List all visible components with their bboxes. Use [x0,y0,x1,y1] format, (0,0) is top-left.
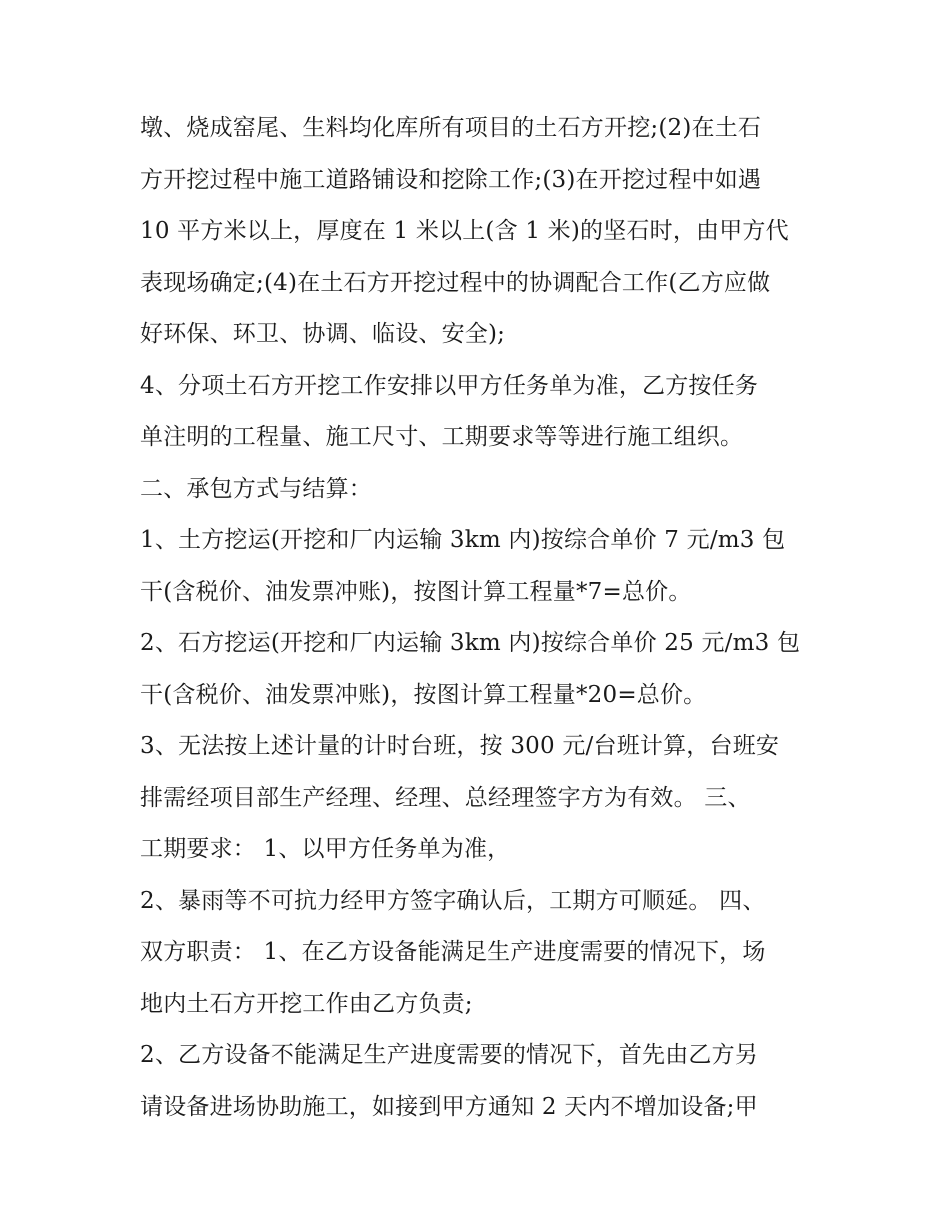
text-line: 双方职责： 1、在乙方设备能满足生产进度需要的情况下，场 [140,939,766,965]
text-line: 1、土方挖运(开挖和厂内运输 3km 内)按综合单价 7 元/m3 包 [140,527,786,553]
text-line: 2、乙方设备不能满足生产进度需要的情况下，首先由乙方另 [140,1042,759,1068]
text-line: 干(含税价、油发票冲账)，按图计算工程量*7=总价。 [140,578,692,605]
text-line: 请设备进场协助施工，如接到甲方通知 2 天内不增加设备;甲 [140,1093,758,1120]
text-line: 2、暴雨等不可抗力经甲方签字确认后，工期方可顺延。 四、 [140,887,766,914]
text-line: 10 平方米以上，厚度在 1 米以上(含 1 米)的坚石时，由甲方代 [140,218,789,244]
document-body [140,103,840,1133]
section-heading: 二、承包方式与结算： [140,475,372,502]
text-line: 地内土石方开挖工作由乙方负责; [140,990,473,1017]
text-line: 4、分项土石方开挖工作安排以甲方任务单为准，乙方按任务 [140,372,759,399]
text-line: 墩、烧成窑尾、生料均化库所有项目的土石方开挖;(2)在土石 [140,115,762,141]
text-line: 方开挖过程中施工道路铺设和挖除工作;(3)在开挖过程中如遇 [140,166,762,193]
text-line: 单注明的工程量、施工尺寸、工期要求等等进行施工组织。 [140,424,744,450]
text-line: 2、石方挖运(开挖和厂内运输 3km 内)按综合单价 25 元/m3 包 [140,630,801,656]
text-line: 排需经项目部生产经理、经理、总经理签字方为有效。 三、 [140,784,751,811]
text-line: 工期要求： 1、以甲方任务单为准， [140,836,511,862]
text-line: 表现场确定;(4)在土石方开挖过程中的协调配合工作(乙方应做 [140,269,771,296]
text-line: 3、无法按上述计量的计时台班，按 300 元/台班计算，台班安 [140,733,780,759]
text-line: 好环保、环卫、协调、临设、安全); [140,321,506,347]
text-line: 干(含税价、油发票冲账)，按图计算工程量*20=总价。 [140,681,707,708]
